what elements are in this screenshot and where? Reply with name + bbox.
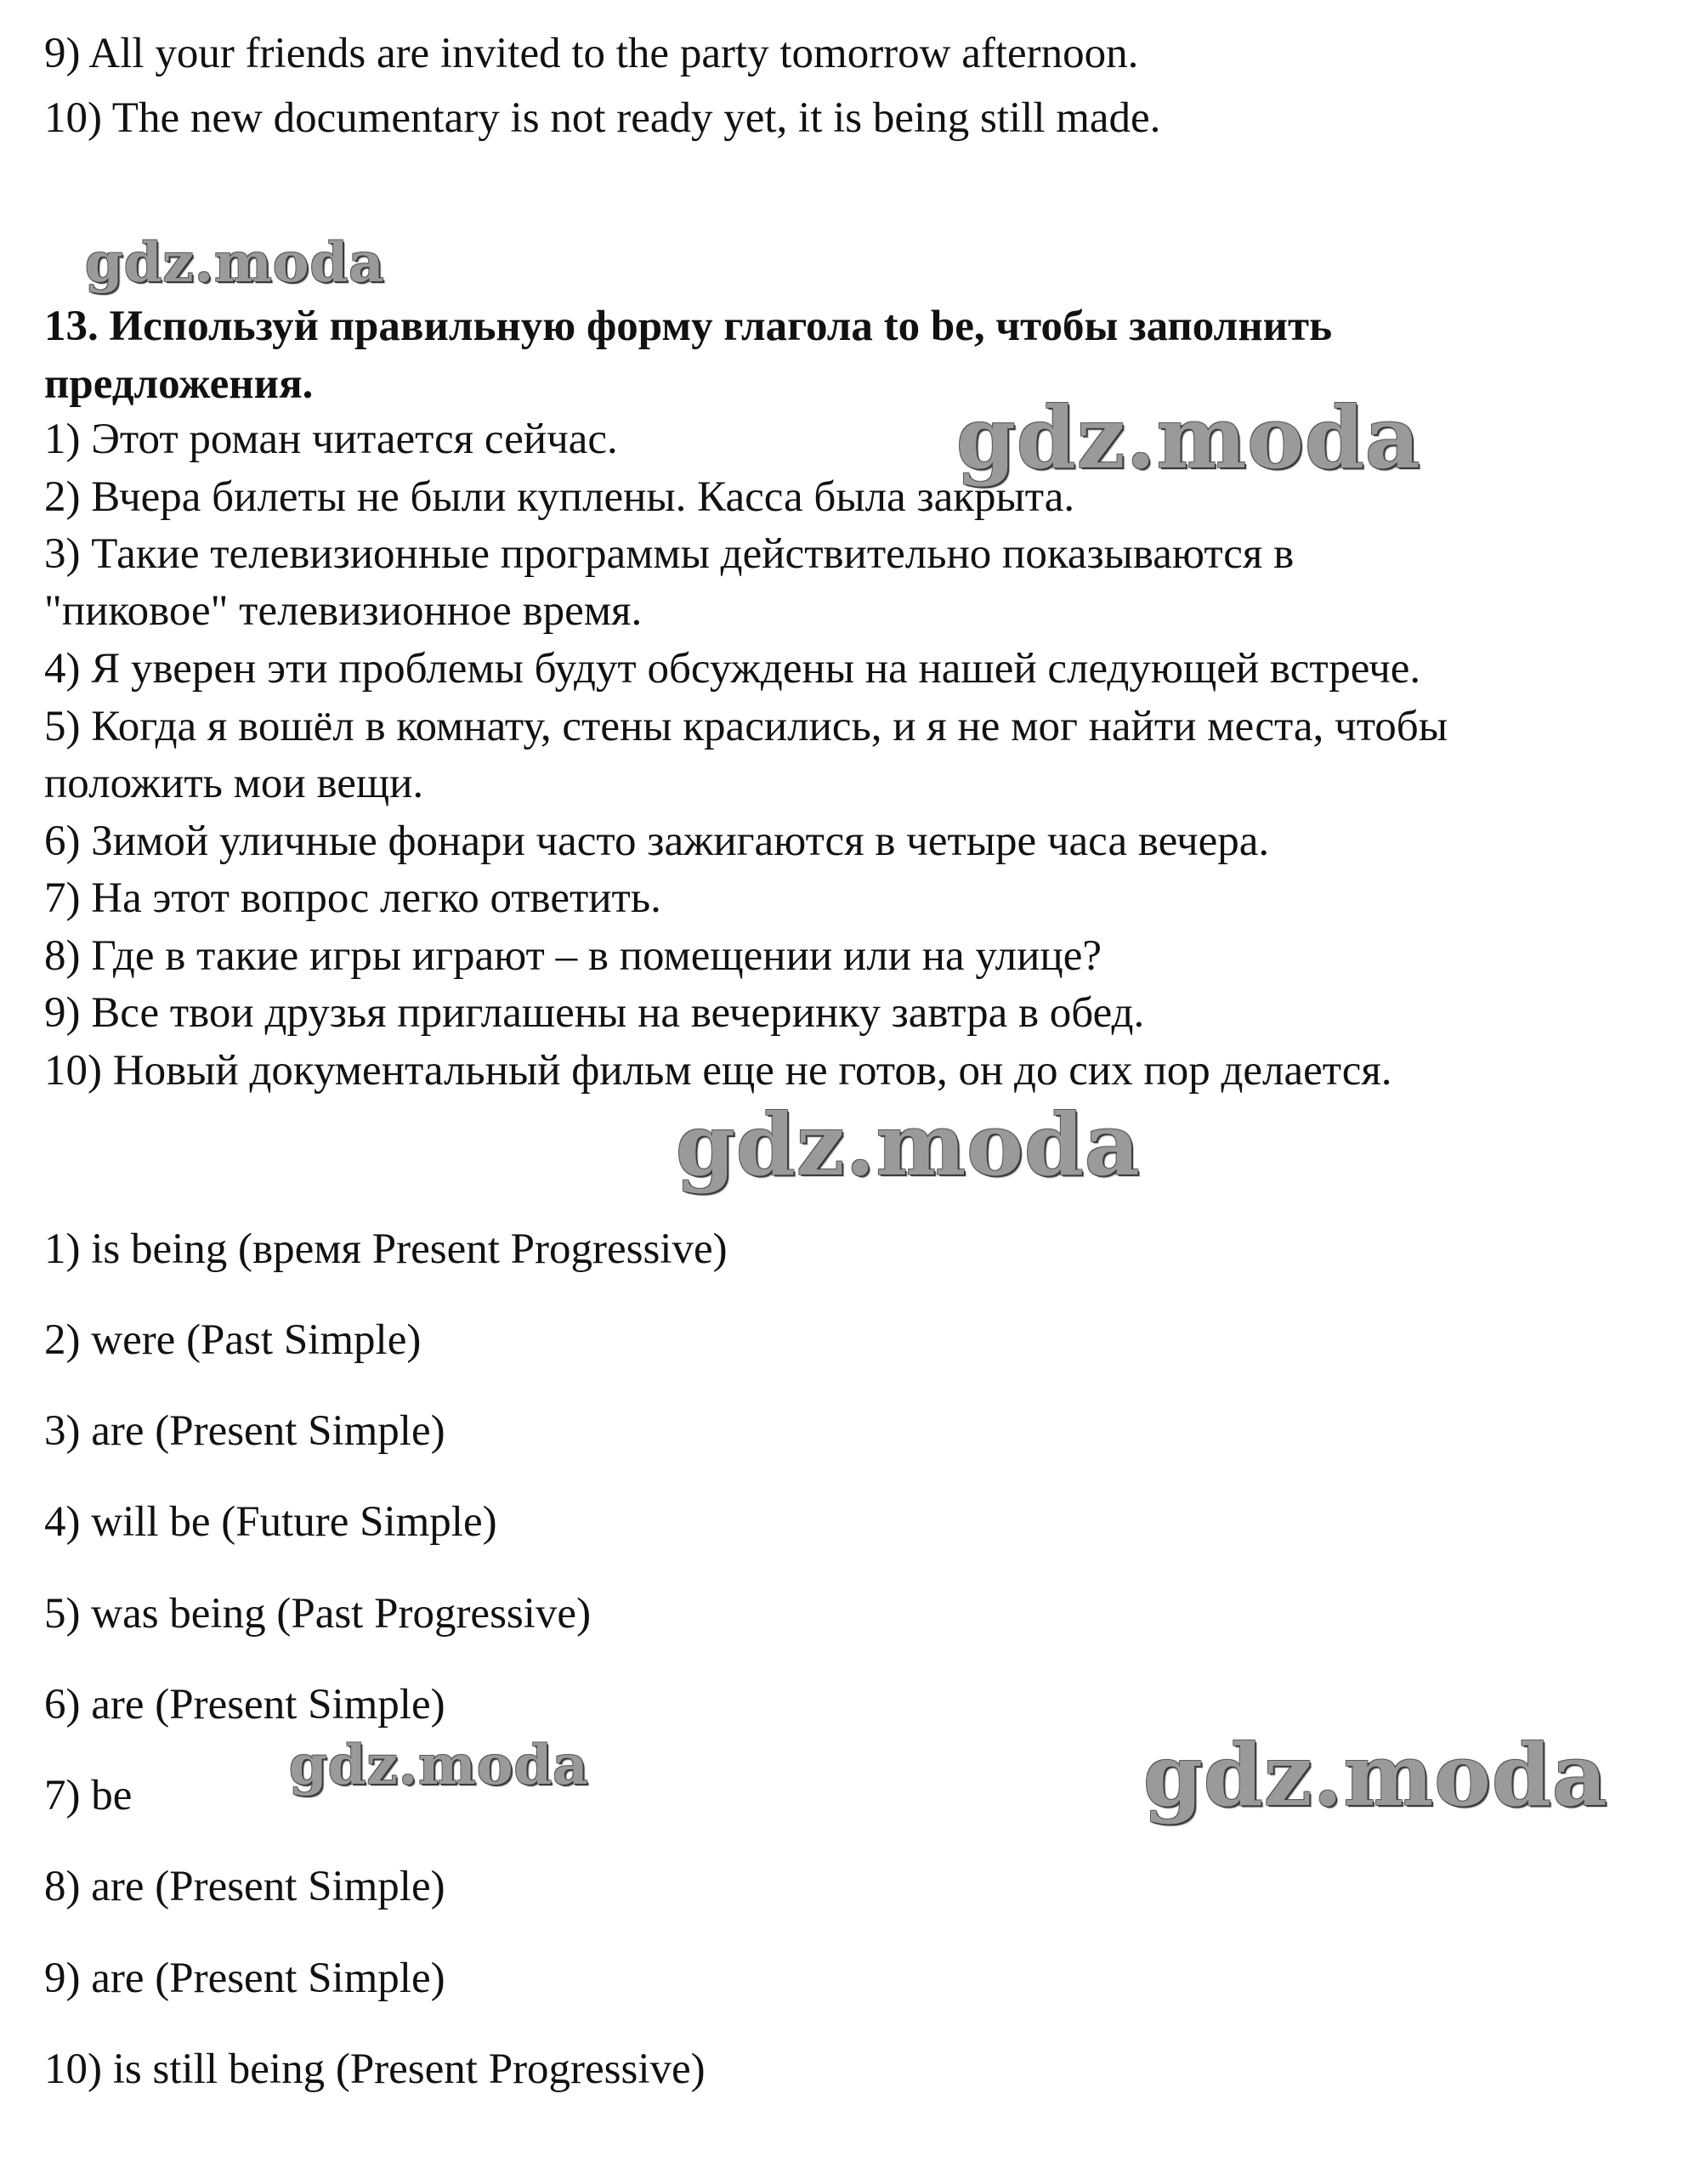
answer-line: 7) be: [44, 1772, 133, 1819]
task-sentence: 6) Зимой уличные фонари часто зажигаются в четыре часа вечера.: [44, 818, 1270, 865]
task-sentence: "пиковое" телевизионное время.: [44, 587, 643, 635]
previous-exercise-line: 10) The new documentary is not ready yet, it is being still made.: [44, 94, 1161, 142]
answer-line: 4) will be (Future Simple): [44, 1498, 497, 1546]
task-sentence: 4) Я уверен эти проблемы будут обсуждены на нашей следующей встрече.: [44, 645, 1421, 693]
task-sentence: 8) Где в такие игры играют – в помещении или на улице?: [44, 932, 1102, 980]
answer-line: 5) was being (Past Progressive): [44, 1590, 592, 1638]
task-sentence: положить мои вещи.: [44, 760, 424, 807]
answer-line: 1) is being (время Present Progressive): [44, 1225, 728, 1273]
task-sentence: 9) Все твои друзья приглашены на вечеринку завтра в обед.: [44, 989, 1145, 1037]
answer-line: 2) were (Past Simple): [44, 1316, 422, 1364]
watermark-logo: gdz.moda: [85, 231, 385, 295]
watermark-logo: gdz.moda: [289, 1734, 589, 1797]
watermark-logo: gdz.moda: [676, 1095, 1141, 1195]
task-sentence: 2) Вчера билеты не были куплены. Касса была закрыта.: [44, 473, 1075, 521]
watermark-logo: gdz.moda: [956, 388, 1421, 488]
answer-line: 8) are (Present Simple): [44, 1863, 445, 1910]
task-sentence: 1) Этот роман читается сейчас.: [44, 416, 618, 463]
task-sentence: 10) Новый документальный фильм еще не готов, он до сих пор делается.: [44, 1047, 1392, 1095]
answer-line: 3) are (Present Simple): [44, 1407, 445, 1455]
answer-line: 9) are (Present Simple): [44, 1955, 445, 2002]
task-title: 13. Используй правильную форму глагола to be, чтобы заполнить: [44, 303, 1333, 350]
task-sentence: 3) Такие телевизионные программы действительно показываются в: [44, 530, 1295, 578]
answer-line: 10) is still being (Present Progressive): [44, 2045, 706, 2093]
watermark-logo: gdz.moda: [1143, 1725, 1608, 1825]
answer-line: 6) are (Present Simple): [44, 1681, 445, 1729]
task-sentence: 7) На этот вопрос легко ответить.: [44, 874, 661, 922]
task-title-continuation: предложения.: [44, 360, 314, 408]
previous-exercise-line: 9) All your friends are invited to the party tomorrow afternoon.: [44, 30, 1139, 77]
task-sentence: 5) Когда я вошёл в комнату, стены красились, и я не мог найти места, чтобы: [44, 703, 1448, 750]
